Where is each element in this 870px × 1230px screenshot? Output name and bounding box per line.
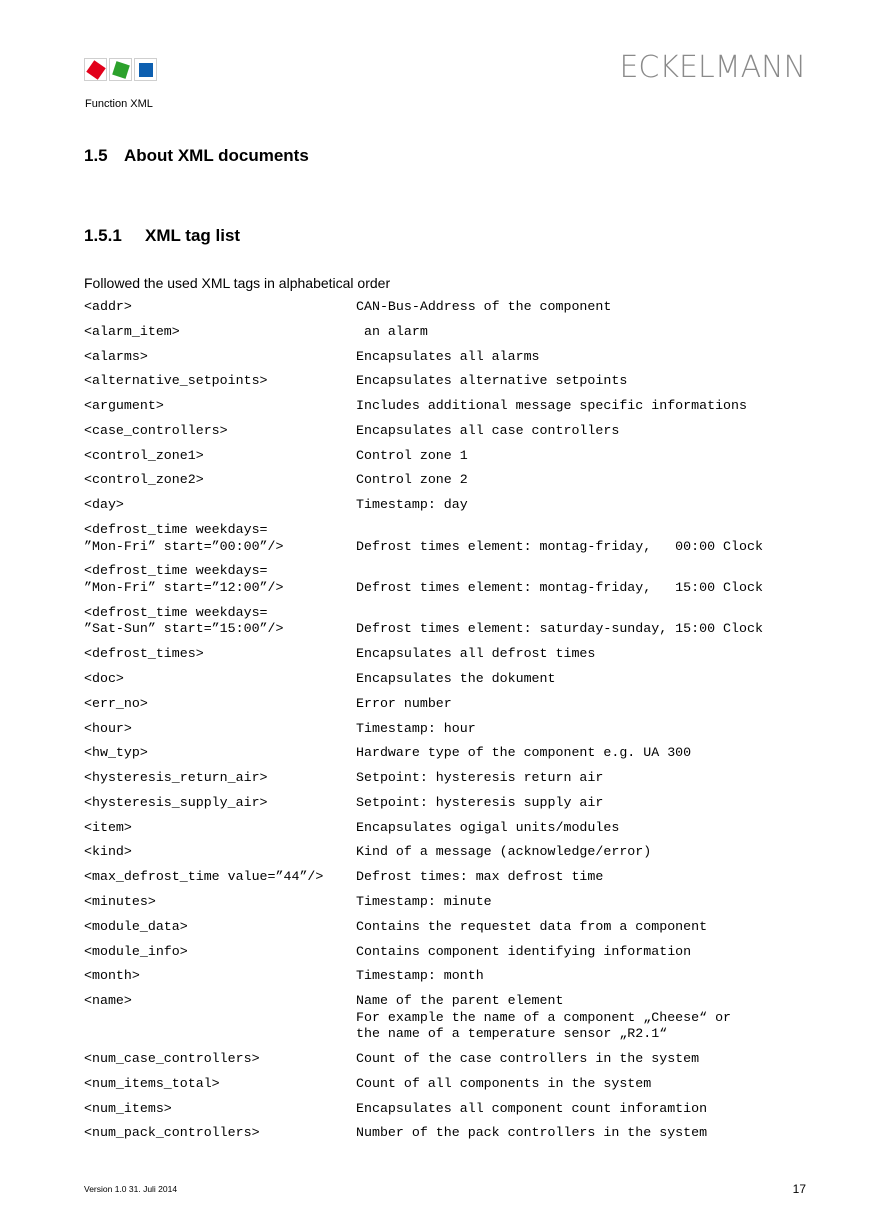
xml-tag: <month> (84, 968, 140, 984)
xml-tag: <defrost_time weekdays= ”Mon-Fri” start=”00:00”/> (84, 522, 284, 554)
description-line: Defrost times: max defrost time (356, 869, 604, 885)
brand-name: ECKELMANN (619, 50, 806, 85)
tag-description (356, 993, 814, 1043)
xml-tag: <name> (84, 993, 132, 1009)
tag-description (356, 671, 814, 688)
table-row (84, 423, 814, 440)
tag-description (356, 844, 814, 861)
table-row (84, 398, 814, 415)
tag-description (356, 497, 814, 514)
description-line: Name of the parent element (356, 993, 564, 1009)
xml-tag: <defrost_times> (84, 646, 204, 662)
xml-tag: <num_case_controllers> (84, 1051, 260, 1067)
xml-tag: <module_data> (84, 918, 188, 934)
table-row (84, 770, 814, 787)
table-row (84, 299, 814, 316)
xml-tag: <day> (84, 497, 124, 513)
description-line: Encapsulates all alarms (356, 348, 540, 364)
description-line: Includes additional message specific informations (356, 398, 747, 414)
table-row (84, 1101, 814, 1118)
description-line: Timestamp: hour (356, 720, 476, 736)
logo-square-blue (134, 58, 157, 81)
description-line: Hardware type of the component e.g. UA 300 (356, 745, 692, 761)
section-number: 1.5 (84, 146, 108, 165)
description-line: Setpoint: hysteresis supply air (356, 794, 604, 810)
tag-description (356, 522, 814, 555)
table-row (84, 497, 814, 514)
tag-description (356, 1125, 814, 1142)
table-row (84, 993, 814, 1043)
table-row (84, 1051, 814, 1068)
description-line: an alarm (356, 323, 428, 339)
header-subtitle: Function XML (85, 98, 153, 110)
description-line: Control zone 1 (356, 447, 468, 463)
tag-description (356, 770, 814, 787)
section-title: About XML documents (124, 146, 309, 165)
table-row (84, 349, 814, 366)
table-row (84, 745, 814, 762)
description-line (356, 605, 814, 622)
green-diamond-icon (112, 61, 130, 79)
table-row (84, 1125, 814, 1142)
description-line: Defrost times element: montag-friday, 00:00 Clock (356, 538, 763, 554)
tag-description (356, 820, 814, 837)
xml-tag: <minutes> (84, 893, 156, 909)
xml-tag: <alternative_setpoints> (84, 373, 268, 389)
xml-tag: <alarms> (84, 348, 148, 364)
xml-tag: <num_items_total> (84, 1075, 220, 1091)
description-line: Encapsulates all component count inforamtion (356, 1100, 708, 1116)
tag-description (356, 398, 814, 415)
description-line: For example the name of a component „Cheese“ or (356, 1009, 732, 1025)
table-row (84, 605, 814, 638)
table-row (84, 646, 814, 663)
description-line: Timestamp: month (356, 968, 484, 984)
logo-square-red (84, 58, 107, 81)
table-row (84, 869, 814, 886)
logo-square-green (109, 58, 132, 81)
description-line: Encapsulates all defrost times (356, 646, 596, 662)
description-line: Setpoint: hysteresis return air (356, 770, 604, 786)
tag-description (356, 968, 814, 985)
xml-tag: <case_controllers> (84, 422, 228, 438)
intro-text: Followed the used XML tags in alphabetical order (84, 275, 391, 291)
table-row (84, 671, 814, 688)
tag-description (356, 745, 814, 762)
tag-description (356, 423, 814, 440)
tag-description (356, 472, 814, 489)
description-line: Encapsulates ogigal units/modules (356, 819, 620, 835)
xml-tag: <module_info> (84, 943, 188, 959)
xml-tag: <addr> (84, 299, 132, 314)
tag-description (356, 373, 814, 390)
eckelmann-logo (84, 58, 156, 82)
xml-tag: <doc> (84, 670, 124, 686)
subsection-title: XML tag list (145, 226, 241, 245)
tag-description (356, 324, 814, 341)
description-line: Number of the pack controllers in the system (356, 1125, 708, 1141)
xml-tag: <control_zone2> (84, 472, 204, 488)
red-diamond-icon (86, 60, 105, 79)
table-row (84, 522, 814, 555)
xml-tag-list (84, 299, 814, 1150)
tag-description (356, 795, 814, 812)
xml-tag: <alarm_item> (84, 323, 180, 339)
table-row (84, 944, 814, 961)
tag-description (356, 1051, 814, 1068)
table-row (84, 894, 814, 911)
tag-description (356, 448, 814, 465)
section-heading (84, 146, 309, 166)
tag-description (356, 869, 814, 886)
tag-description (356, 299, 814, 316)
subsection-heading (84, 226, 240, 246)
xml-tag: <defrost_time weekdays= ”Sat-Sun” start=”15:00”/> (84, 604, 284, 637)
tag-description (356, 919, 814, 936)
blue-square-icon (139, 63, 153, 77)
xml-tag: <num_pack_controllers> (84, 1125, 260, 1141)
tag-description (356, 563, 814, 596)
description-line (356, 522, 814, 539)
table-row (84, 721, 814, 738)
table-row (84, 373, 814, 390)
xml-tag: <argument> (84, 398, 164, 414)
table-row (84, 919, 814, 936)
description-line: CAN-Bus-Address of the component (356, 299, 612, 314)
xml-tag: <num_items> (84, 1100, 172, 1116)
table-row (84, 795, 814, 812)
table-row (84, 844, 814, 861)
table-row (84, 448, 814, 465)
description-line: Count of all components in the system (356, 1075, 652, 1091)
description-line: Count of the case controllers in the system (356, 1051, 700, 1067)
description-line: Kind of a message (acknowledge/error) (356, 844, 652, 860)
table-row (84, 968, 814, 985)
xml-tag: <hw_typ> (84, 745, 148, 761)
table-row (84, 472, 814, 489)
tag-description (356, 696, 814, 713)
description-line: Defrost times element: saturday-sunday, 15:00 Clock (356, 621, 763, 637)
tag-description (356, 894, 814, 911)
tag-description (356, 605, 814, 638)
description-line: the name of a temperature sensor „R2.1“ (356, 1026, 668, 1042)
description-line: Encapsulates the dokument (356, 670, 556, 686)
xml-tag: <hour> (84, 720, 132, 736)
description-line: Contains component identifying information (356, 943, 692, 959)
table-row (84, 563, 814, 596)
table-row (84, 696, 814, 713)
description-line: Encapsulates alternative setpoints (356, 373, 628, 389)
description-line: Timestamp: day (356, 497, 468, 513)
description-line: Timestamp: minute (356, 893, 492, 909)
xml-tag: <control_zone1> (84, 447, 204, 463)
description-line: Defrost times element: montag-friday, 15:00 Clock (356, 580, 763, 595)
xml-tag: <item> (84, 819, 132, 835)
xml-tag: <max_defrost_time value=”44”/> (84, 869, 324, 885)
subsection-number: 1.5.1 (84, 226, 122, 245)
xml-tag: <hysteresis_return_air> (84, 770, 268, 786)
tag-description (356, 1076, 814, 1093)
table-row (84, 324, 814, 341)
tag-description (356, 1101, 814, 1118)
page-number: 17 (792, 1182, 806, 1196)
tag-description (356, 646, 814, 663)
description-line: Contains the requestet data from a component (356, 918, 708, 934)
description-line: Control zone 2 (356, 472, 468, 488)
xml-tag: <hysteresis_supply_air> (84, 794, 268, 810)
footer-version: Version 1.0 31. Juli 2014 (84, 1184, 178, 1194)
xml-tag: <kind> (84, 844, 132, 860)
tag-description (356, 349, 814, 366)
table-row (84, 1076, 814, 1093)
xml-tag: <defrost_time weekdays= ”Mon-Fri” start=”12:00”/> (84, 563, 284, 595)
xml-tag: <err_no> (84, 695, 148, 711)
description-line: Encapsulates all case controllers (356, 422, 620, 438)
description-line (356, 563, 814, 580)
table-row (84, 820, 814, 837)
tag-description (356, 721, 814, 738)
tag-description (356, 944, 814, 961)
description-line: Error number (356, 695, 452, 711)
